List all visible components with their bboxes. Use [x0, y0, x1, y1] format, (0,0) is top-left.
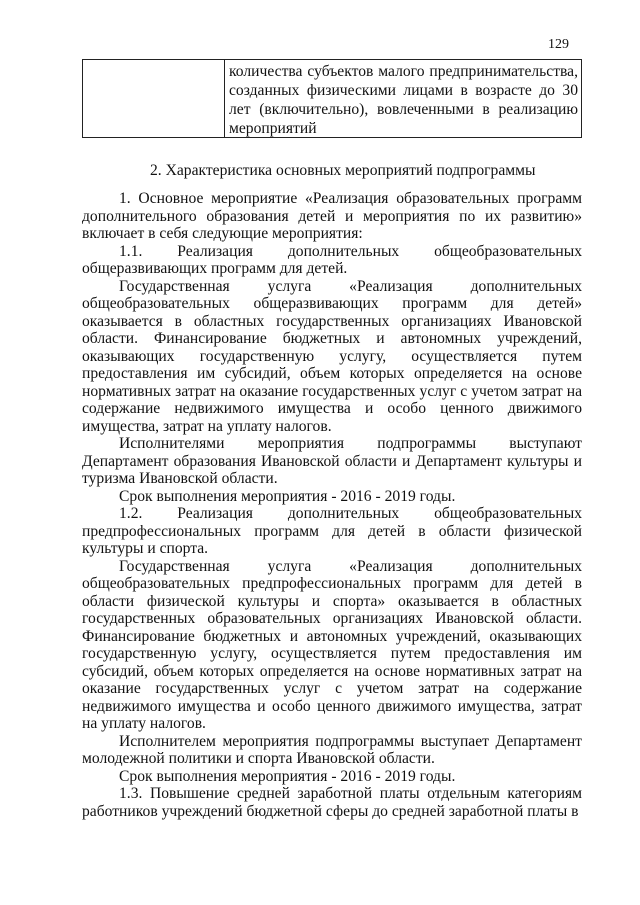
- page-number: 129: [548, 37, 569, 52]
- continuation-table: [82, 59, 582, 138]
- section-heading: 2. Характеристика основных мероприятий подпрограммы: [150, 162, 536, 179]
- document-body: [82, 190, 582, 820]
- paragraph-executors-1-1: Исполнителями мероприятия подпрограммы выступают Департамент образования Ивановской области и Департамент культуры и туризма Ивановской области.: [82, 435, 582, 487]
- table-left-cell: [83, 60, 225, 137]
- paragraph-activity-1-3: 1.3. Повышение средней заработной платы отдельным категориям работников учреждений бюджетной сферы до средней заработной платы в: [82, 785, 582, 820]
- paragraph-activity-1-1: 1.1. Реализация дополнительных общеобразовательных общеразвивающих программ для детей.: [82, 242, 582, 277]
- paragraph-main-activity-1: 1. Основное мероприятие «Реализация образовательных программ дополнительного образования детей и мероприятия по их развитию» включает в себя следующие мероприятия:: [82, 190, 582, 242]
- table-right-cell: количества субъектов малого предпринимательства, созданных физическими лицами в возрасте до 30 лет (включительно), вовлеченными в реализацию мероприятий: [229, 63, 578, 137]
- paragraph-term-1-1: Срок выполнения мероприятия - 2016 - 2019 годы.: [119, 487, 456, 505]
- paragraph-executors-1-2: Исполнителем мероприятия подпрограммы выступает Департамент молодежной политики и спорта Ивановской области.: [82, 732, 582, 767]
- paragraph-term-1-2: Срок выполнения мероприятия - 2016 - 2019 годы.: [119, 767, 456, 785]
- paragraph-service-1-2: Государственная услуга «Реализация дополнительных общеобразовательных предпрофессиональных программ для детей в области физической культуры и спорта» оказывается в областных государственных образовательных организациях Ивановской области. Финансирование бюджетных и автономных учреждений, оказывающих государственную услугу, осуществляется путем предоставления им субсидий, объем которых определяется на основе нормативных затрат на оказание государственных услуг с учетом затрат на содержание недвижимого имущества и особо ценного движимого имущества, затрат на уплату налогов.: [82, 557, 582, 732]
- paragraph-service-1-1: Государственная услуга «Реализация дополнительных общеобразовательных общеразвивающих программ для детей» оказывается в областных государственных организациях Ивановской области. Финансирование бюджетных и автономных учреждений, оказывающих государственную услугу, осуществляется путем предоставления им субсидий, объем которых определяется на основе нормативных затрат на оказание государственных услуг с учетом затрат на содержание недвижимого имущества и особо ценного движимого имущества, затрат на уплату налогов.: [82, 277, 582, 435]
- paragraph-activity-1-2: 1.2. Реализация дополнительных общеобразовательных предпрофессиональных программ для детей в области физической культуры и спорта.: [82, 505, 582, 557]
